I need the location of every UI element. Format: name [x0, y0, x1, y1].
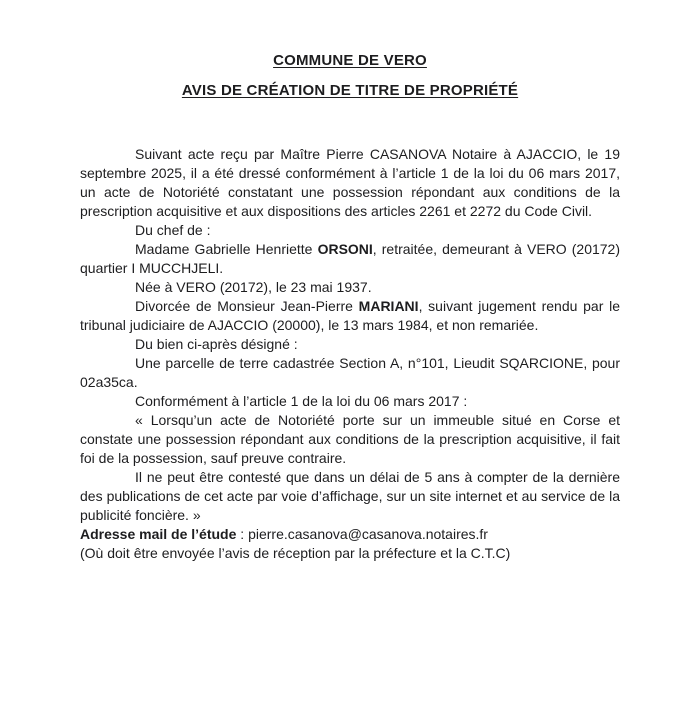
text-run: Du chef de :: [135, 222, 211, 238]
document-subtitle: AVIS DE CRÉATION DE TITRE DE PROPRIÉTÉ: [181, 82, 519, 99]
paragraph-du-chef-de: [80, 221, 620, 240]
text-run: Il ne peut être contesté que dans un délai de 5 ans à compter de la dernière des publications de cet acte par voie d’affichage, sur un site internet et au service de la publicité foncière. »: [80, 469, 620, 523]
paragraph-du-bien-designe: [80, 335, 620, 354]
paragraph-parcelle: [80, 354, 620, 392]
document-body: [80, 145, 620, 563]
paragraph-nee-a-vero: [80, 278, 620, 297]
paragraph-avis-reception: [80, 544, 620, 563]
paragraph-acte-notoriete: [80, 145, 620, 221]
paragraph-adresse-mail: [80, 525, 620, 544]
document-title: COMMUNE DE VERO: [273, 52, 427, 69]
bold-text-run: MARIANI: [358, 298, 419, 314]
text-run: « Lorsqu’un acte de Notoriété porte sur un immeuble situé en Corse et constate une possession répondant aux conditions de la prescription acquisitive, il fait foi de la possession, sauf preuve contraire.: [80, 412, 620, 466]
bold-text-run: ORSONI: [317, 241, 373, 257]
bold-text-run: Adresse mail de l’étude: [80, 526, 237, 542]
paragraph-divorcee-mariani: [80, 297, 620, 335]
paragraph-conformement-loi: [80, 392, 620, 411]
text-run: Du bien ci-après désigné :: [135, 336, 298, 352]
text-run: Une parcelle de terre cadastrée Section A, n°101, Lieudit SQARCIONE, pour 02a35ca.: [80, 355, 620, 390]
text-run: , retraitée, demeurant à VERO (20172) quartier I MUCCHJELI.: [80, 241, 620, 276]
text-run: Née à VERO (20172), le 23 mai 1937.: [135, 279, 372, 295]
text-run: : pierre.casanova@casanova.notaires.fr: [236, 526, 488, 542]
paragraph-madame-orsoni: [80, 240, 620, 278]
paragraph-citation-possession: [80, 411, 620, 468]
paragraph-citation-delai: [80, 468, 620, 525]
text-run: (Où doit être envoyée l’avis de réception par la préfecture et la C.T.C): [80, 545, 511, 561]
text-run: , suivant jugement rendu par le tribunal judiciaire de AJACCIO (20000), le 13 mars 1984, et non remariée.: [80, 298, 620, 333]
text-run: Madame Gabrielle Henriette: [135, 241, 318, 257]
document-header: [80, 52, 620, 100]
text-run: Conformément à l’article 1 de la loi du 06 mars 2017 :: [135, 393, 468, 409]
text-run: Divorcée de Monsieur Jean-Pierre: [135, 298, 359, 314]
text-run: Suivant acte reçu par Maître Pierre CASANOVA Notaire à AJACCIO, le 19 septembre 2025, il a été dressé conformément à l’article 1 de la loi du 06 mars 2017, un acte de Notoriété constatant une possession répondant aux conditions de la prescription acquisitive et aux dispositions des articles 2261 et 2272 du Code Civil.: [80, 146, 620, 219]
